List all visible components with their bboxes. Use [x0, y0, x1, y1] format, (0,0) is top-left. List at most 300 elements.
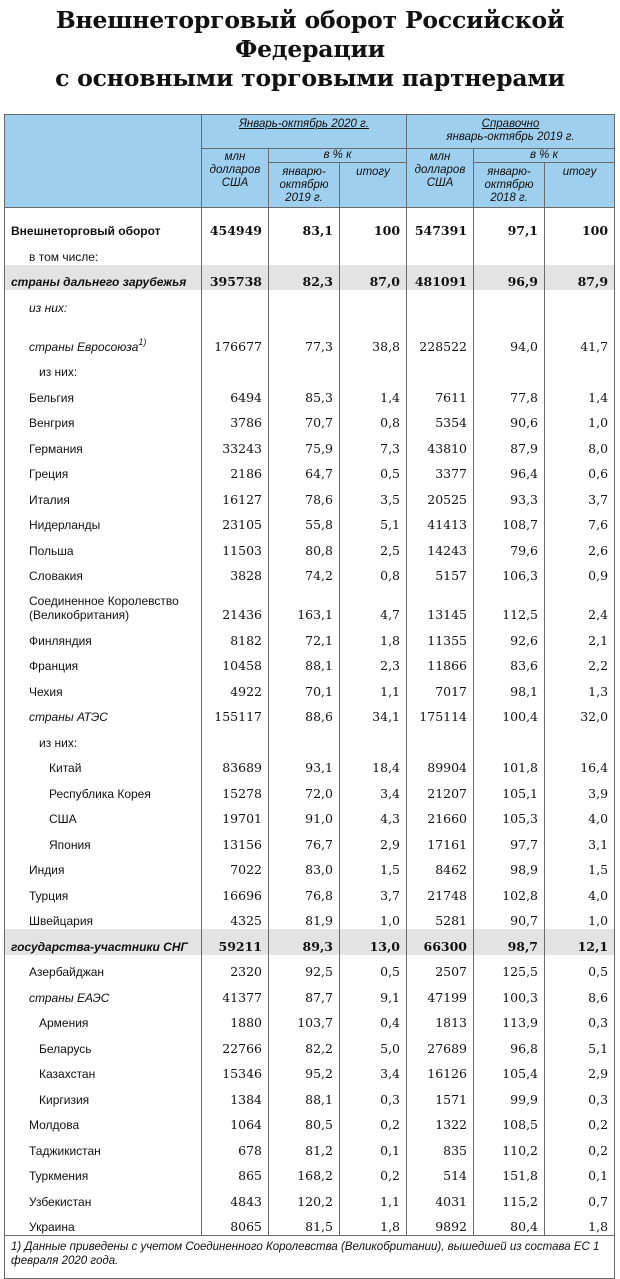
row-value: 1,1 [340, 674, 407, 700]
row-value: 87,9 [545, 265, 615, 291]
header-jan-oct-2018: январю-октябрю 2018 г. [474, 163, 545, 208]
row-value: 16696 [202, 878, 269, 904]
row-value: 13156 [202, 827, 269, 853]
row-value: 103,7 [269, 1006, 340, 1032]
row-value: 2,4 [545, 584, 615, 623]
row-label-text: в том числе: [29, 249, 99, 264]
row-label-text: Италия [29, 492, 70, 507]
row-label-text: Польша [29, 543, 74, 558]
row-value: 10458 [202, 649, 269, 675]
table-row [5, 406, 615, 432]
table-row [5, 649, 615, 675]
row-value: 1,8 [340, 623, 407, 649]
row-value: 81,5 [269, 1210, 340, 1236]
row-label-text: страны дальнего зарубежья [11, 275, 187, 289]
row-value: 38,8 [340, 316, 407, 355]
row-value: 41413 [407, 508, 474, 534]
row-value: 98,1 [474, 674, 545, 700]
row-label-text: из них: [39, 365, 78, 379]
row-value: 0,3 [545, 1006, 615, 1032]
row-value: 106,3 [474, 559, 545, 585]
row-label-text: Азербайджан [29, 965, 105, 979]
row-value: 112,5 [474, 584, 545, 623]
row-label [5, 904, 202, 930]
row-value: 1,4 [340, 380, 407, 406]
row-value [269, 290, 340, 316]
row-label-text: Соединенное Королевство [29, 594, 179, 608]
row-value: 3,7 [545, 482, 615, 508]
table-row [5, 674, 615, 700]
table-row [5, 623, 615, 649]
row-value: 5281 [407, 904, 474, 930]
row-value: 82,3 [269, 265, 340, 291]
row-value: 7,6 [545, 508, 615, 534]
table-row [5, 802, 615, 828]
row-label [5, 980, 202, 1006]
row-label-text: Бельгия [29, 390, 74, 405]
table-row [5, 700, 615, 726]
row-value: 395738 [202, 265, 269, 291]
row-label [5, 1210, 202, 1236]
table-row [5, 1159, 615, 1185]
row-value: 3,9 [545, 776, 615, 802]
row-label [5, 700, 202, 726]
row-label-text: из них: [39, 735, 78, 750]
row-value: 41,7 [545, 316, 615, 355]
row-value: 79,6 [474, 533, 545, 559]
title-line-2: Федерации [235, 35, 385, 63]
row-label-text: Турция [29, 888, 69, 903]
row-value [474, 355, 545, 381]
row-value: 93,3 [474, 482, 545, 508]
row-label [5, 208, 202, 240]
row-value: 4,0 [545, 878, 615, 904]
row-label-text-2: (Великобритания) [29, 608, 130, 622]
row-label [5, 802, 202, 828]
header-empty-cell [5, 115, 202, 208]
row-label-text: Таджикистан [29, 1143, 101, 1158]
row-value: 175114 [407, 700, 474, 726]
row-value: 5,0 [340, 1031, 407, 1057]
row-label-text: США [49, 812, 77, 826]
row-value: 3828 [202, 559, 269, 585]
row-label [5, 355, 202, 381]
row-value: 64,7 [269, 457, 340, 483]
row-value: 41377 [202, 980, 269, 1006]
row-value: 83,0 [269, 853, 340, 879]
row-label [5, 584, 202, 623]
row-value [269, 355, 340, 381]
row-label-text: Внешнеторговый оборот [11, 224, 161, 238]
table-row [5, 725, 615, 751]
row-value: 47199 [407, 980, 474, 1006]
row-value: 5,1 [545, 1031, 615, 1057]
row-label-text: Франция [29, 659, 79, 673]
row-value: 0,2 [340, 1159, 407, 1185]
row-value: 23105 [202, 508, 269, 534]
row-value: 9,1 [340, 980, 407, 1006]
row-value: 105,1 [474, 776, 545, 802]
row-value: 0,1 [340, 1133, 407, 1159]
row-value: 108,7 [474, 508, 545, 534]
row-label [5, 878, 202, 904]
row-value [407, 290, 474, 316]
row-value: 2,9 [545, 1057, 615, 1083]
table-row [5, 265, 615, 291]
row-value: 0,3 [340, 1082, 407, 1108]
row-value: 21748 [407, 878, 474, 904]
row-label [5, 533, 202, 559]
row-value: 163,1 [269, 584, 340, 623]
row-value [474, 239, 545, 265]
row-value: 0,1 [545, 1159, 615, 1185]
row-value: 0,2 [545, 1133, 615, 1159]
row-label-text: Япония [49, 837, 91, 852]
row-value: 3,1 [545, 827, 615, 853]
row-value: 1813 [407, 1006, 474, 1032]
row-value: 2,9 [340, 827, 407, 853]
row-value: 110,2 [474, 1133, 545, 1159]
row-value: 0,2 [340, 1108, 407, 1134]
row-value: 0,5 [340, 955, 407, 981]
row-value: 87,0 [340, 265, 407, 291]
row-label [5, 1133, 202, 1159]
table-row [5, 1006, 615, 1032]
row-value: 2507 [407, 955, 474, 981]
table-row [5, 878, 615, 904]
row-value: 89904 [407, 751, 474, 777]
row-value: 1,1 [340, 1184, 407, 1210]
row-label [5, 1108, 202, 1134]
row-value: 454949 [202, 208, 269, 240]
row-label-text: Узбекистан [29, 1194, 92, 1209]
row-value: 1,0 [545, 904, 615, 930]
row-value: 1,5 [340, 853, 407, 879]
row-value: 85,3 [269, 380, 340, 406]
row-value: 27689 [407, 1031, 474, 1057]
row-label [5, 776, 202, 802]
row-value: 90,7 [474, 904, 545, 930]
row-label-text: Индия [29, 863, 65, 877]
row-label [5, 674, 202, 700]
table-header [5, 115, 615, 208]
row-value: 33243 [202, 431, 269, 457]
row-value: 1064 [202, 1108, 269, 1134]
table-row [5, 1108, 615, 1134]
table-row [5, 482, 615, 508]
row-value: 83,6 [474, 649, 545, 675]
header-period-2020: Январь-октябрь 2020 г. [202, 115, 407, 149]
table-row [5, 239, 615, 265]
row-value: 151,8 [474, 1159, 545, 1185]
row-value: 108,5 [474, 1108, 545, 1134]
row-label [5, 457, 202, 483]
title-line-3: с основными торговыми партнерами [55, 64, 565, 92]
row-value: 3,4 [340, 776, 407, 802]
row-value: 120,2 [269, 1184, 340, 1210]
row-value [269, 725, 340, 751]
row-value: 87,7 [269, 980, 340, 1006]
row-value: 8065 [202, 1210, 269, 1236]
table-row [5, 1057, 615, 1083]
row-label [5, 265, 202, 291]
table-row [5, 980, 615, 1006]
table-row [5, 904, 615, 930]
row-value: 168,2 [269, 1159, 340, 1185]
table-row [5, 1133, 615, 1159]
row-value: 88,1 [269, 649, 340, 675]
row-label [5, 316, 202, 355]
row-label-text: страны ЕАЭС [29, 990, 110, 1005]
row-value: 125,5 [474, 955, 545, 981]
row-value: 76,8 [269, 878, 340, 904]
row-value: 21660 [407, 802, 474, 828]
row-value: 3,4 [340, 1057, 407, 1083]
row-value [202, 725, 269, 751]
row-value: 4031 [407, 1184, 474, 1210]
row-value: 2186 [202, 457, 269, 483]
row-value: 90,6 [474, 406, 545, 432]
row-value: 16127 [202, 482, 269, 508]
row-value [407, 355, 474, 381]
header-total-2020: итогу [340, 163, 407, 208]
row-label [5, 239, 202, 265]
row-value: 80,5 [269, 1108, 340, 1134]
row-value: 0,2 [545, 1108, 615, 1134]
row-value: 83,1 [269, 208, 340, 240]
row-value: 72,0 [269, 776, 340, 802]
row-value: 102,8 [474, 878, 545, 904]
row-value: 81,9 [269, 904, 340, 930]
row-value: 2,3 [340, 649, 407, 675]
row-value [545, 290, 615, 316]
row-value [269, 239, 340, 265]
table-body [5, 208, 615, 1236]
page-title [0, 0, 620, 102]
row-label [5, 508, 202, 534]
row-value: 514 [407, 1159, 474, 1185]
row-value: 481091 [407, 265, 474, 291]
row-value: 2320 [202, 955, 269, 981]
row-value: 5354 [407, 406, 474, 432]
row-value: 4922 [202, 674, 269, 700]
row-value: 155117 [202, 700, 269, 726]
row-value: 0,8 [340, 406, 407, 432]
row-value: 74,2 [269, 559, 340, 585]
row-value: 96,4 [474, 457, 545, 483]
row-value: 77,3 [269, 316, 340, 355]
row-value: 7017 [407, 674, 474, 700]
row-label-text: Словакия [29, 569, 83, 583]
row-value: 865 [202, 1159, 269, 1185]
row-value: 4,3 [340, 802, 407, 828]
row-value: 1,0 [340, 904, 407, 930]
row-value: 82,2 [269, 1031, 340, 1057]
row-value: 7022 [202, 853, 269, 879]
row-value: 34,1 [340, 700, 407, 726]
row-value: 228522 [407, 316, 474, 355]
row-value: 6494 [202, 380, 269, 406]
row-value: 0,9 [545, 559, 615, 585]
row-value: 70,1 [269, 674, 340, 700]
row-value: 2,5 [340, 533, 407, 559]
row-label [5, 482, 202, 508]
row-value: 72,1 [269, 623, 340, 649]
row-value: 113,9 [474, 1006, 545, 1032]
row-value: 1384 [202, 1082, 269, 1108]
row-label-text: Германия [29, 441, 83, 456]
row-value [202, 239, 269, 265]
row-value: 11503 [202, 533, 269, 559]
row-value [545, 239, 615, 265]
row-label [5, 929, 202, 955]
row-label [5, 431, 202, 457]
table-row [5, 355, 615, 381]
row-value: 1,3 [545, 674, 615, 700]
header-pct-2019: в % к [474, 149, 615, 163]
row-label-text: Венгрия [29, 416, 75, 430]
row-value: 1,0 [545, 406, 615, 432]
row-value [474, 725, 545, 751]
table-row [5, 559, 615, 585]
row-value: 13,0 [340, 929, 407, 955]
row-value: 1880 [202, 1006, 269, 1032]
row-label-text: Молдова [29, 1118, 80, 1132]
row-value: 15278 [202, 776, 269, 802]
row-value [340, 725, 407, 751]
row-label-text: страны АТЭС [29, 710, 108, 724]
row-label-text: из них: [29, 300, 68, 315]
row-value: 92,6 [474, 623, 545, 649]
row-value: 59211 [202, 929, 269, 955]
row-label-text: Нидерланды [29, 518, 101, 532]
row-label [5, 827, 202, 853]
row-value: 66300 [407, 929, 474, 955]
row-value: 1,5 [545, 853, 615, 879]
header-mln-usd-2019: млн долларов США [407, 149, 474, 208]
row-value: 98,7 [474, 929, 545, 955]
row-value: 0,7 [545, 1184, 615, 1210]
row-value: 18,4 [340, 751, 407, 777]
row-value: 13145 [407, 584, 474, 623]
row-value: 93,1 [269, 751, 340, 777]
row-value: 43810 [407, 431, 474, 457]
header-period-2019: Справочно январь-октябрь 2019 г. [407, 115, 615, 149]
row-value: 7,3 [340, 431, 407, 457]
row-value: 9892 [407, 1210, 474, 1236]
row-value: 14243 [407, 533, 474, 559]
row-value: 11355 [407, 623, 474, 649]
row-value: 16,4 [545, 751, 615, 777]
row-value: 678 [202, 1133, 269, 1159]
trade-table-container [4, 114, 614, 1279]
row-label-text: страны Евросоюза [29, 339, 139, 354]
row-value: 1,8 [545, 1210, 615, 1236]
row-value: 92,5 [269, 955, 340, 981]
row-value: 2,6 [545, 533, 615, 559]
row-label-text: Республика Корея [49, 786, 151, 801]
row-value: 176677 [202, 316, 269, 355]
row-value: 0,6 [545, 457, 615, 483]
table-row [5, 955, 615, 981]
row-value: 97,7 [474, 827, 545, 853]
row-value: 11866 [407, 649, 474, 675]
row-label [5, 1031, 202, 1057]
table-row [5, 457, 615, 483]
row-label-text: Армения [39, 1016, 89, 1030]
row-value: 70,7 [269, 406, 340, 432]
row-value: 77,8 [474, 380, 545, 406]
row-value: 835 [407, 1133, 474, 1159]
row-value [340, 355, 407, 381]
row-value: 1571 [407, 1082, 474, 1108]
row-value: 88,1 [269, 1082, 340, 1108]
row-label [5, 380, 202, 406]
header-mln-usd-2020: млн долларов США [202, 149, 269, 208]
row-label [5, 955, 202, 981]
row-value: 16126 [407, 1057, 474, 1083]
row-label [5, 1184, 202, 1210]
row-value: 87,9 [474, 431, 545, 457]
row-value: 80,4 [474, 1210, 545, 1236]
row-value: 5,1 [340, 508, 407, 534]
row-value: 8462 [407, 853, 474, 879]
row-value [340, 290, 407, 316]
row-label-text: Киргизия [39, 1092, 90, 1107]
table-row [5, 1082, 615, 1108]
row-value: 80,8 [269, 533, 340, 559]
table-row [5, 853, 615, 879]
row-value: 0,5 [340, 457, 407, 483]
row-value: 81,2 [269, 1133, 340, 1159]
table-row [5, 827, 615, 853]
row-label [5, 1057, 202, 1083]
header-jan-oct-2019: январю-октябрю 2019 г. [269, 163, 340, 208]
table-row [5, 380, 615, 406]
row-value: 97,1 [474, 208, 545, 240]
row-value: 100 [545, 208, 615, 240]
row-label-text: Финляндия [29, 633, 92, 648]
row-value [340, 239, 407, 265]
row-label [5, 1006, 202, 1032]
row-value: 7611 [407, 380, 474, 406]
row-value [545, 725, 615, 751]
row-label-text: Чехия [29, 684, 63, 699]
row-value: 75,9 [269, 431, 340, 457]
row-value: 4843 [202, 1184, 269, 1210]
row-label [5, 725, 202, 751]
table-row [5, 929, 615, 955]
row-value: 100,4 [474, 700, 545, 726]
row-label [5, 623, 202, 649]
table-row [5, 1184, 615, 1210]
row-value: 94,0 [474, 316, 545, 355]
row-value: 8,0 [545, 431, 615, 457]
row-value: 88,6 [269, 700, 340, 726]
row-value [474, 290, 545, 316]
row-value: 3,5 [340, 482, 407, 508]
row-value: 22766 [202, 1031, 269, 1057]
row-label [5, 406, 202, 432]
title-line-1: Внешнеторговый оборот Российской [55, 6, 565, 34]
row-value: 547391 [407, 208, 474, 240]
row-value: 0,5 [545, 955, 615, 981]
row-value [545, 355, 615, 381]
row-value: 83689 [202, 751, 269, 777]
row-label-text: Беларусь [39, 1041, 92, 1056]
header-total-2019: итогу [545, 163, 615, 208]
row-value: 105,4 [474, 1057, 545, 1083]
